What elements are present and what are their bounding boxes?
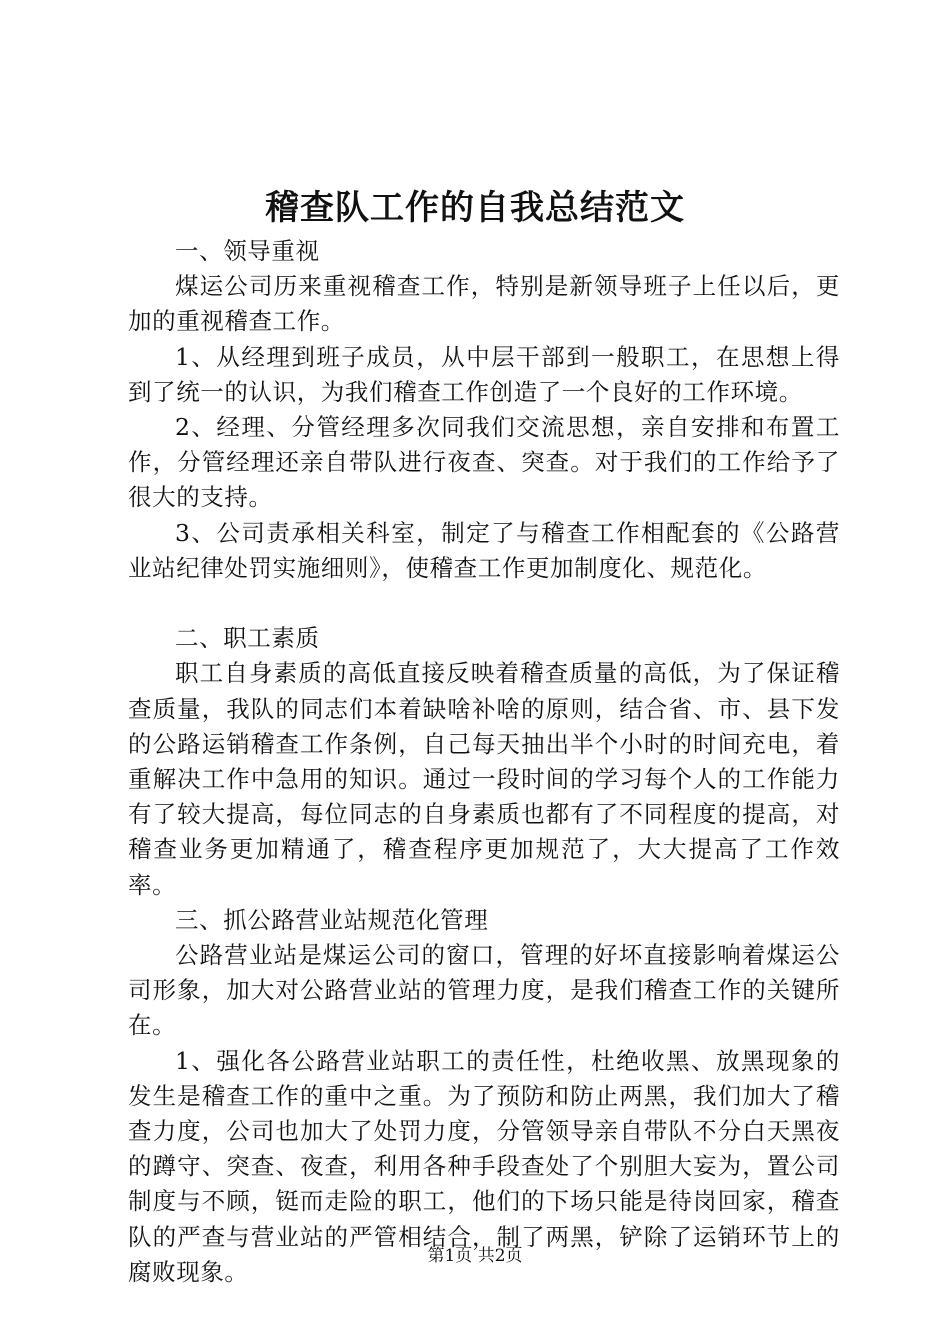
document-body: [128, 234, 840, 1290]
paragraph: 2、经理、分管经理多次同我们交流思想，亲自安排和布置工作，分管经理还亲自带队进行夜查、突查。对于我们的工作给予了很大的支持。: [128, 413, 840, 512]
paragraph: 3、公司责承相关科室，制定了与稽查工作相配套的《公路营业站纪律处罚实施细则》，使稽查工作更加制度化、规范化。: [128, 518, 840, 582]
paragraph: 1、从经理到班子成员，从中层干部到一般职工，在思想上得到了统一的认识，为我们稽查工作创造了一个良好的工作环境。: [128, 342, 840, 406]
paragraph: 1、强化各公路营业站职工的责任性，杜绝收黑、放黑现象的发生是稽查工作的重中之重。为了预防和防止两黑，我们加大了稽查力度，公司也加大了处罚力度，分管领导亲自带队不分白天黑夜的蹲守、突查、夜查，利用各种手段查处了个别胆大妄为，置公司制度与不顾，铤而走险的职工，他们的下场只能是待岗回家，稽查队的严查与营业站的严管相结合，制了两黑，铲除了运销环节上的腐败现象。: [128, 1046, 840, 1286]
paragraph: 职工自身素质的高低直接反映着稽查质量的高低，为了保证稽查质量，我队的同志们本着缺啥补啥的原则，结合省、市、县下发的公路运销稽查工作条例，自己每天抽出半个小时的时间充电，着重解决工作中急用的知识。通过一段时间的学习每个人的工作能力有了较大提高，每位同志的自身素质也都有了不同程度的提高，对稽查业务更加精通了，稽查程序更加规范了，大大提高了工作效率。: [128, 659, 840, 899]
section-heading-2: 二、职工素质: [175, 624, 320, 653]
paragraph: 煤运公司历来重视稽查工作，特别是新领导班子上任以后，更加的重视稽查工作。: [128, 272, 840, 336]
document-title: 稽查队工作的自我总结范文: [265, 188, 685, 228]
paragraph: 公路营业站是煤运公司的窗口，管理的好坏直接影响着煤运公司形象，加大对公路营业站的管理力度，是我们稽查工作的关键所在。: [128, 941, 840, 1040]
section-heading-1: 一、领导重视: [175, 237, 320, 265]
blank-line: [128, 586, 840, 621]
section-heading-3: 三、抓公路营业站规范化管理: [175, 905, 489, 934]
page-footer: 第1页 共2页: [427, 1246, 523, 1266]
